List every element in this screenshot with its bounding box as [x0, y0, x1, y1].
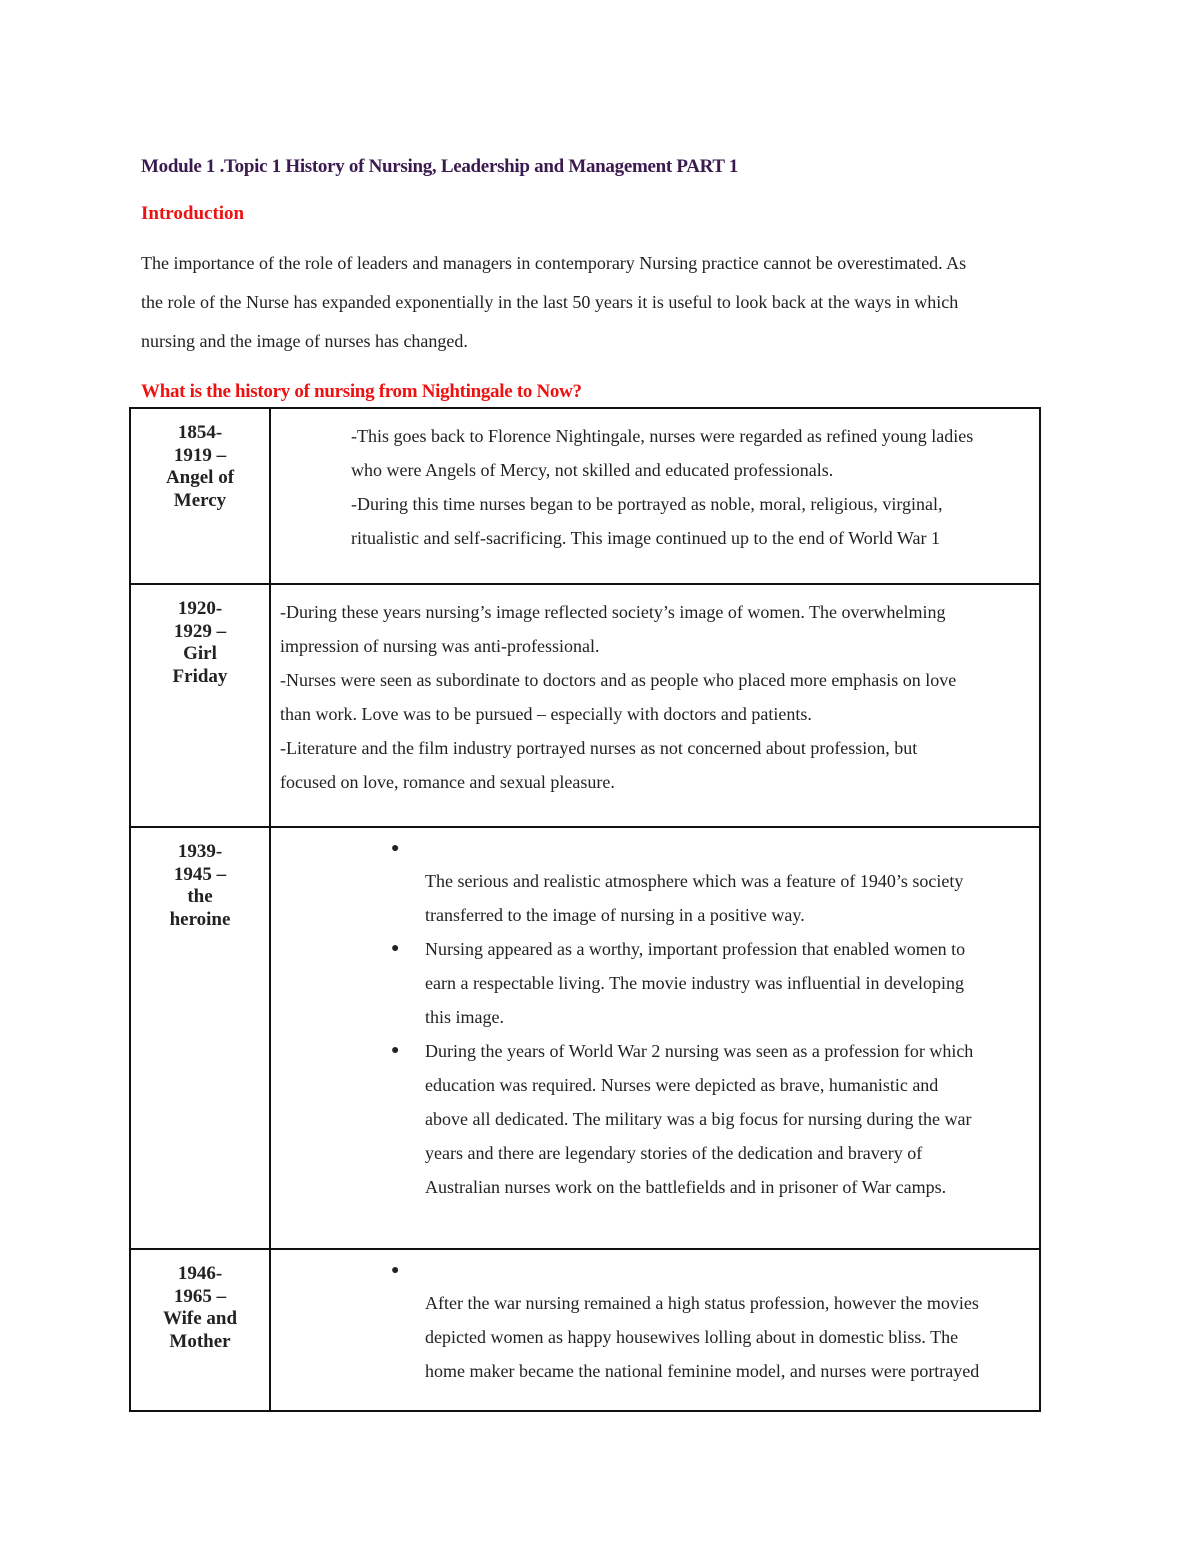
era-label-line: 1854- — [177, 422, 223, 443]
paragraph-line: the role of the Nurse has expanded exponentially in the last 50 years it is useful to look back at the ways in which — [141, 292, 959, 312]
description-line: than work. Love was to be pursued – especially with doctors and patients. — [280, 704, 812, 724]
bullet-text-line: During the years of World War 2 nursing was seen as a profession for which — [425, 1041, 974, 1061]
era-label-line: 1939- — [177, 841, 223, 862]
era-label-line: Mother — [169, 1330, 231, 1352]
bullet-item — [271, 832, 1039, 932]
era-cell — [130, 408, 270, 584]
table-row — [130, 584, 1040, 827]
description-line: -During these years nursing’s image reflected society’s image of women. The overwhelming — [280, 602, 946, 622]
description-cell — [270, 408, 1040, 584]
bullet-text-line: transferred to the image of nursing in a positive way. — [425, 905, 805, 925]
introduction-heading: Introduction — [141, 203, 245, 224]
bullet-text-line: this image. — [425, 1007, 504, 1027]
empty-line — [425, 1254, 1039, 1286]
table-row — [130, 827, 1040, 1249]
era-label-line: 1965 – — [173, 1285, 227, 1307]
nursing-history-table — [129, 407, 1041, 1412]
bullet-text-line: education was required. Nurses were depicted as brave, humanistic and — [425, 1075, 939, 1095]
description-line: -Nurses were seen as subordinate to doctors and as people who placed more emphasis on love — [280, 670, 957, 690]
document-title: Module 1 .Topic 1 History of Nursing, Leadership and Management PART 1 — [141, 156, 739, 177]
era-label-line: 1945 – — [173, 863, 227, 885]
bullet-item — [271, 1254, 1039, 1388]
bullet-text-line: Nursing appeared as a worthy, important profession that enabled women to — [425, 939, 966, 959]
description-cell — [270, 584, 1040, 827]
era-label-line: Wife and — [162, 1308, 238, 1329]
era-label-line: Angel of — [165, 467, 235, 488]
bullet-item — [271, 932, 1039, 1034]
era-label-line: Girl — [183, 643, 217, 664]
bullet-text-line: above all dedicated. The military was a big focus for nursing during the war — [425, 1109, 972, 1129]
bullet-text-line: After the war nursing remained a high status profession, however the movies — [425, 1293, 979, 1313]
bullet-icon: ● — [391, 941, 400, 956]
bullet-list — [271, 1254, 1039, 1388]
empty-line — [425, 832, 1039, 864]
era-label-line: the — [187, 886, 213, 907]
era-cell — [130, 827, 270, 1249]
description-line: impression of nursing was anti-professional. — [280, 636, 600, 656]
bullet-text-line: Australian nurses work on the battlefields and in prisoner of War camps. — [425, 1177, 947, 1197]
bullet-icon: ● — [391, 1263, 400, 1278]
table-row — [130, 408, 1040, 584]
table-row — [130, 1249, 1040, 1411]
era-cell — [130, 1249, 270, 1411]
paragraph-line: nursing and the image of nurses has changed. — [141, 331, 468, 351]
bullet-item — [271, 1034, 1039, 1204]
bullet-icon: ● — [391, 841, 400, 856]
description-line: who were Angels of Mercy, not skilled and educated professionals. — [351, 460, 834, 480]
description-cell — [270, 827, 1040, 1249]
era-cell — [130, 584, 270, 827]
era-label-line: 1920- — [177, 598, 223, 619]
description-cell — [270, 1249, 1040, 1411]
history-heading: What is the history of nursing from Nightingale to Now? — [141, 381, 582, 402]
description-line: -During this time nurses began to be portrayed as noble, moral, religious, virginal, — [351, 494, 943, 514]
era-label-line: 1919 – — [173, 444, 227, 466]
bullet-list — [271, 832, 1039, 1204]
introduction-paragraph — [141, 244, 1051, 361]
era-label-line: Friday — [172, 665, 228, 687]
era-label-line: 1946- — [177, 1263, 223, 1284]
bullet-icon: ● — [391, 1043, 400, 1058]
bullet-text-line: The serious and realistic atmosphere which was a feature of 1940’s society — [425, 871, 964, 891]
description-line: -Literature and the film industry portrayed nurses as not concerned about profession, but — [280, 738, 918, 758]
description-line: -This goes back to Florence Nightingale, nurses were regarded as refined young ladies — [351, 426, 974, 446]
bullet-text-line: home maker became the national feminine model, and nurses were portrayed — [425, 1361, 980, 1381]
era-label-line: Mercy — [173, 489, 227, 511]
bullet-text-line: years and there are legendary stories of the dedication and bravery of — [425, 1143, 923, 1163]
paragraph-line: The importance of the role of leaders and managers in contemporary Nursing practice cannot be overestimated. As — [141, 253, 967, 273]
bullet-text-line: depicted women as happy housewives lolling about in domestic bliss. The — [425, 1327, 959, 1347]
description-line: ritualistic and self-sacrificing. This image continued up to the end of World War 1 — [351, 528, 940, 548]
era-label-line: 1929 – — [173, 620, 227, 642]
description-line: focused on love, romance and sexual pleasure. — [280, 772, 615, 792]
bullet-text-line: earn a respectable living. The movie industry was influential in developing — [425, 973, 965, 993]
era-label-line: heroine — [169, 908, 231, 930]
